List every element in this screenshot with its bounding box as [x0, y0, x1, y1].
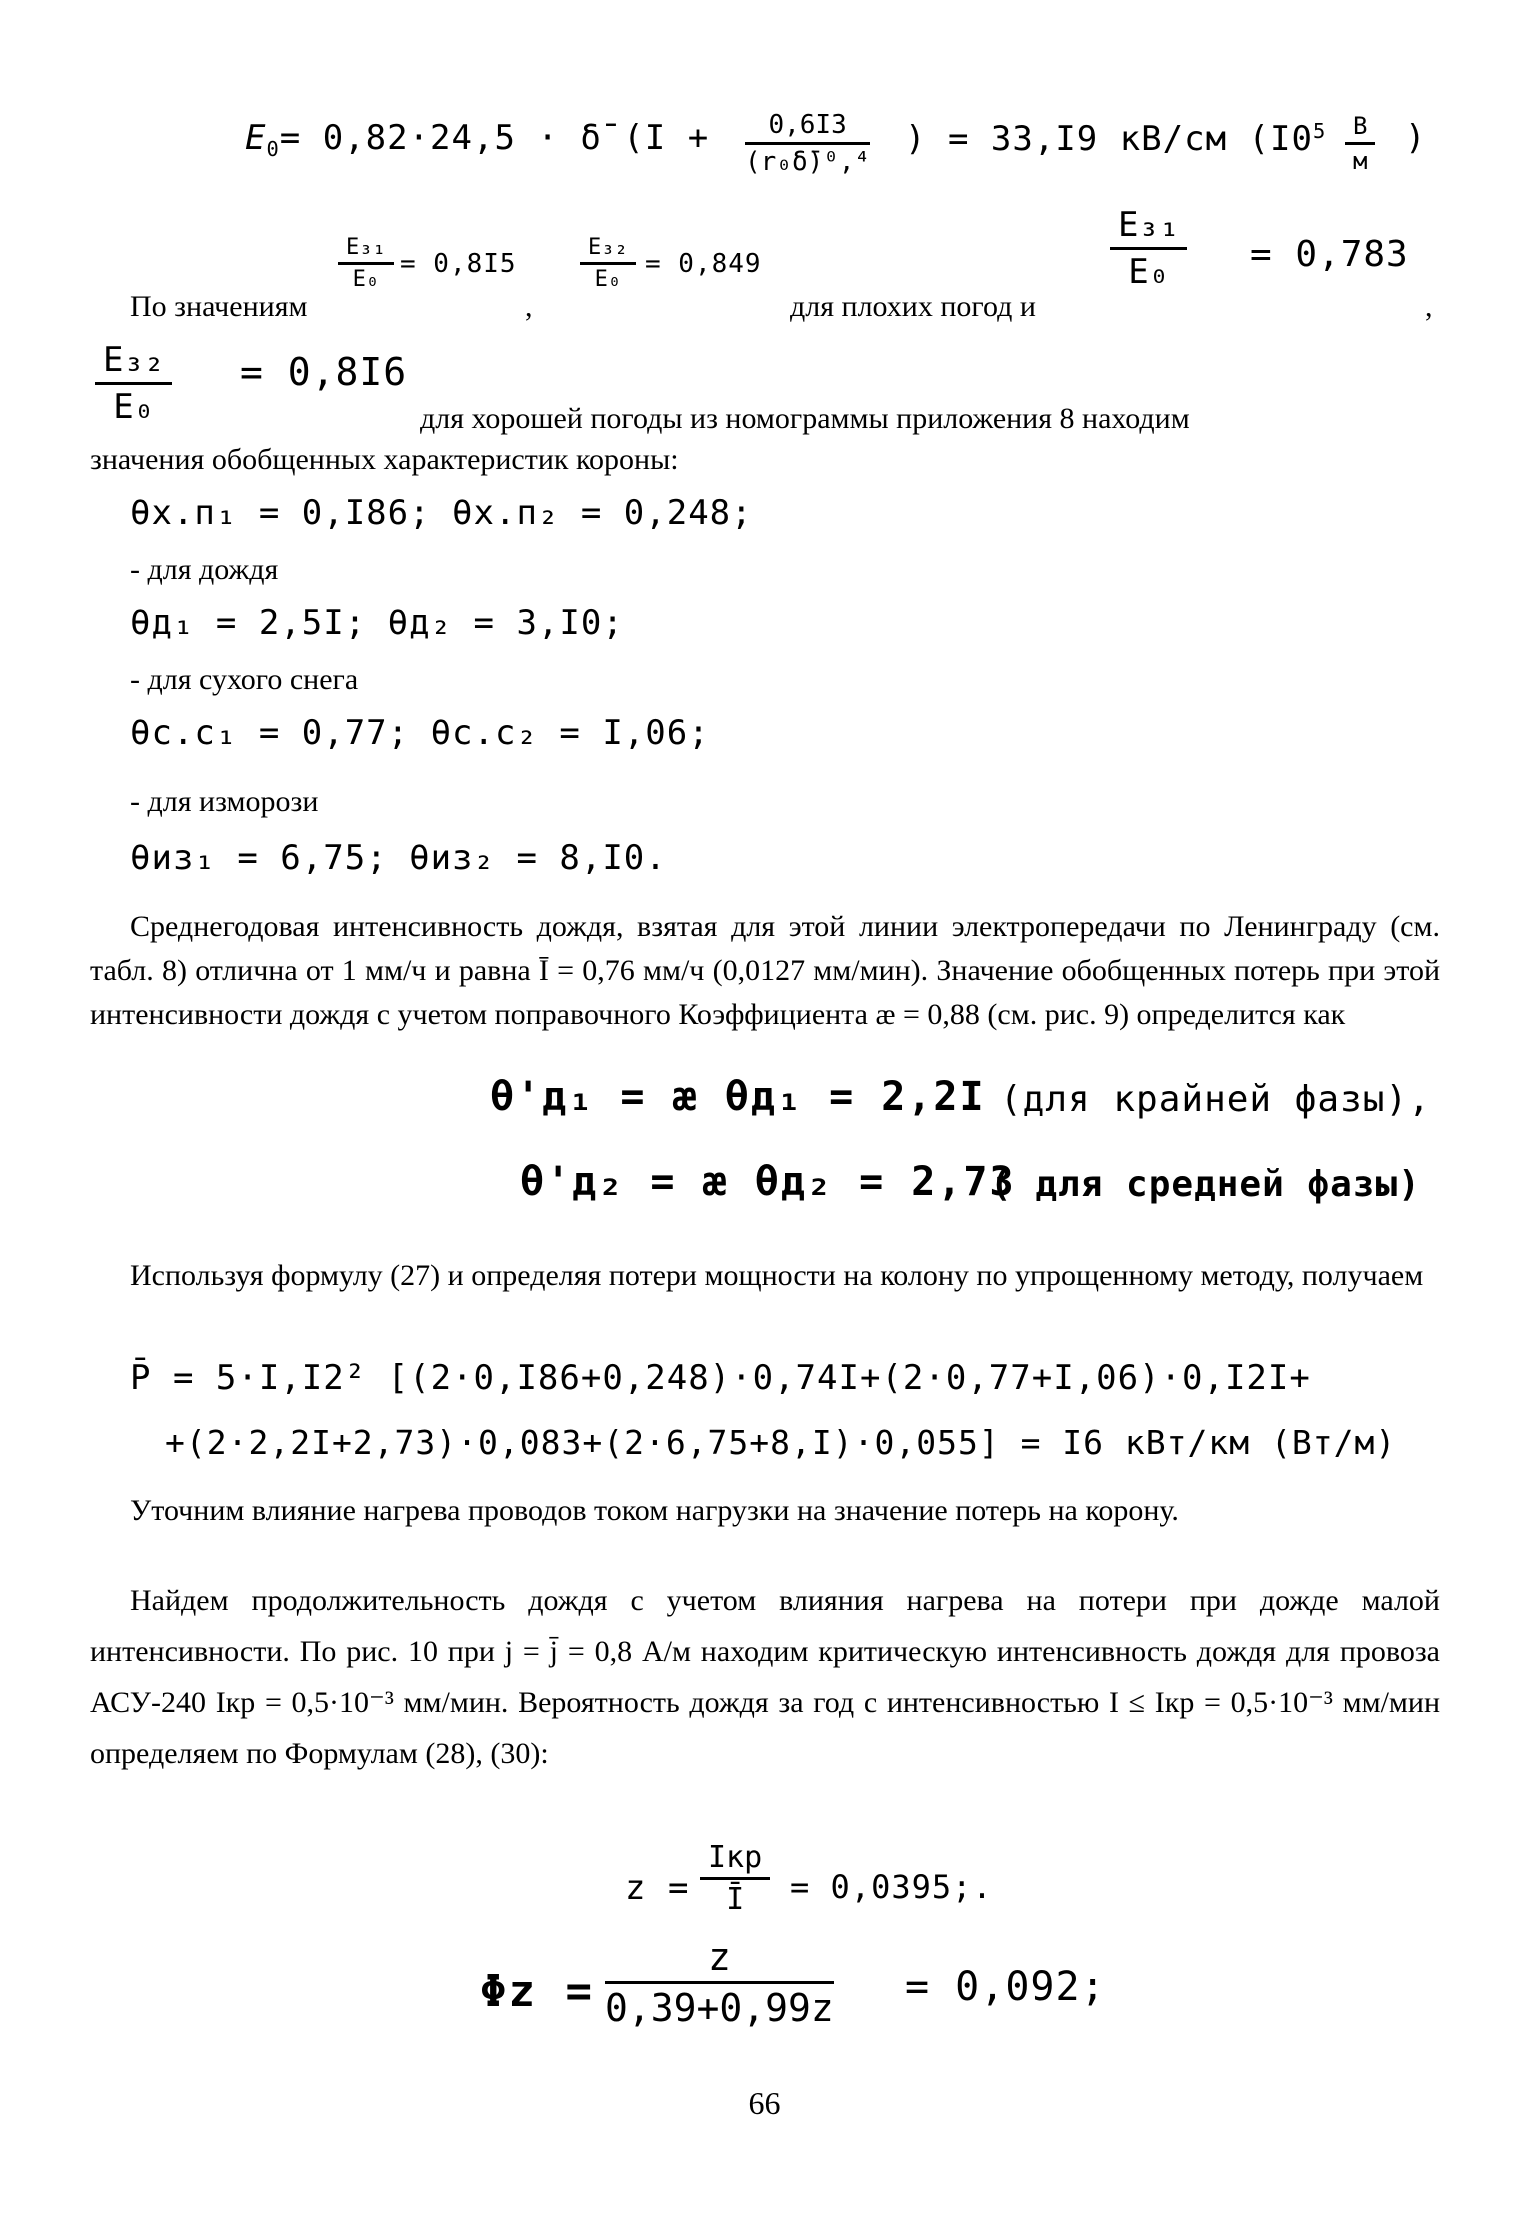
- formula-theta-prime-2-note: ( для средней фазы): [990, 1164, 1421, 1205]
- page-number: 66: [748, 2085, 781, 2121]
- paragraph-heating: Уточним влияние нагрева проводов током нагрузки на значение потерь на корону.: [130, 1494, 1179, 1527]
- text-by-values: По значениям: [130, 290, 308, 323]
- formula-e0-fraction: $\frac{0,6I3}{\text{(r₀δ̄)⁰,⁴}}$: [745, 110, 871, 177]
- text-comma1: ,: [525, 290, 533, 323]
- formula-theta-rain: θд₁ = 2,5I; θд₂ = 3,I0;: [130, 603, 624, 643]
- ratio-e32-left: $\frac{\text{E₃₂}}{\text{E₀}}$: [580, 235, 636, 292]
- formula-theta-frost: θиз₁ = 6,75; θиз₂ = 8,I0.: [130, 838, 667, 878]
- formula-theta-prime-2: θ'д₂ = æ θд₂ = 2,73: [520, 1159, 1016, 1205]
- formula-power-line1: P̄ = 5·I,I2² [(2·0,I86+0,248)·0,74I+(2·0,77+I,06)·0,I2I+: [130, 1358, 1311, 1398]
- text-for-rain: - для дождя: [130, 553, 279, 586]
- formula-phi-lhs: Φz =: [480, 1966, 594, 2017]
- ratio-e31-left-value: = 0,8I5: [400, 249, 517, 279]
- text-for-dry-snow: - для сухого снега: [130, 663, 359, 696]
- formula-e0-close: ): [1405, 118, 1427, 158]
- formula-theta-x: θх.п₁ = 0,I86; θх.п₂ = 0,248;: [130, 493, 753, 533]
- text-comma2: ,: [1425, 290, 1433, 323]
- ratio-e31-right-value: = 0,783: [1250, 234, 1409, 275]
- formula-e0-unit: В м: [1345, 112, 1375, 175]
- formula-e0-lhs: E: [245, 118, 267, 158]
- formula-phi-value: = 0,092;: [905, 1964, 1106, 2010]
- formula-z-value: = 0,0395;.: [790, 1868, 993, 1906]
- paragraph-duration: Найдем продолжительность дождя с учетом влияния нагрева на потери при дожде малой интенсивности. По рис. 10 при j = j̄ = 0,8 А/м находим критическую интенсивность дождя для провоза АСУ-240 Iкр = 0,5·10⁻³ мм/мин. Вероятность дождя за год с интенсивностью I ≤ Iкр = 0,5·10⁻³ мм/мин определяем по Формулам (28), (30):: [90, 1584, 1440, 1770]
- formula-theta-prime-1-note: (для крайней фазы),: [1000, 1079, 1431, 1120]
- formula-z-lhs: z =: [625, 1868, 690, 1908]
- text-generalized-values: значения обобщенных характеристик короны:: [90, 443, 679, 476]
- ratio-e31-right: $\frac{\text{E₃₁}}{\text{E₀}}$: [1110, 205, 1187, 292]
- ratio-e31-left: $\frac{\text{E₃₁}}{\text{E₀}}$: [338, 235, 394, 292]
- formula-z-fraction: Iкр Ī: [700, 1840, 770, 1917]
- text-good-weather: для хорошей погоды из номограммы приложения 8 находим: [420, 402, 1190, 435]
- text-for-frost: - для изморози: [130, 785, 319, 818]
- ratio-e32-left-value: = 0,849: [645, 249, 762, 279]
- formula-power-line2: +(2·2,2I+2,73)·0,083+(2·6,75+8,I)·0,055] = I6 кВт/км (Вт/м): [165, 1423, 1397, 1462]
- text-bad-weather: для плохих погод и: [790, 290, 1036, 323]
- formula-theta-snow: θс.с₁ = 0,77; θс.с₂ = I,06;: [130, 713, 710, 753]
- formula-e0-result: ) = 33,I9 кВ/см ($I0^5$: [905, 119, 1327, 160]
- paragraph-formula-27: Используя формулу (27) и определяя потери мощности на колону по упрощенному методу, получаем: [130, 1259, 1424, 1292]
- ratio-e32-good-value: = 0,8I6: [240, 350, 408, 394]
- formula-theta-prime-1: θ'д₁ = æ θд₁ = 2,2I: [490, 1074, 986, 1120]
- formula-phi-fraction: $\frac{z}{0,39+0,99z}$: [605, 1935, 834, 2030]
- formula-e0: $E_0= 0,82\cdot 24,5$ · δ̄ (I +: [245, 118, 710, 162]
- ratio-e32-good: $\frac{\text{E₃₂}}{\text{E₀}}$: [95, 340, 172, 427]
- paragraph-rain-intensity: Среднегодовая интенсивность дождя, взятая для этой линии электропередачи по Ленинграду (см. табл. 8) отлична от 1 мм/ч и равна Ī = 0,76 мм/ч (0,0127 мм/мин). Значение обобщенных потерь при этой интенсивности дождя с учетом поправочного Коэффициента æ = 0,88 (см. рис. 9) определится как: [90, 910, 1440, 1031]
